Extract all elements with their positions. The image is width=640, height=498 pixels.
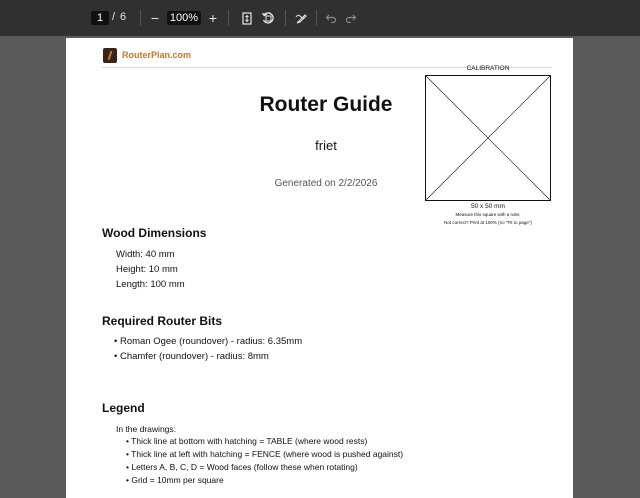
calibration-square	[425, 75, 551, 201]
legend-intro: In the drawings:	[116, 424, 177, 434]
page-total: 6	[120, 11, 127, 23]
calibration-label: CALIBRATION	[466, 65, 510, 72]
calibration-size: 50 x 50 mm	[471, 203, 505, 210]
calibration-note: Measure this square with a ruler.	[455, 212, 521, 217]
brand-name: RouterPlan.com	[122, 50, 192, 60]
zoom-level-input[interactable]: 100%	[167, 11, 201, 25]
undo-icon	[325, 13, 337, 23]
brand-logo	[103, 48, 117, 63]
fit-page-icon	[242, 12, 252, 25]
router-bit-item: • Roman Ogee (roundover) - radius: 6.35mm	[114, 336, 303, 347]
fit-page-button[interactable]	[240, 10, 254, 26]
legend-item: • Letters A, B, C, D = Wood faces (follow these when rotating)	[126, 462, 358, 472]
annotate-button[interactable]	[294, 10, 308, 26]
annotate-icon	[295, 12, 308, 25]
wood-height: Height: 10 mm	[116, 264, 178, 275]
redo-button[interactable]	[344, 10, 358, 26]
rotate-button[interactable]	[260, 10, 276, 26]
document-title: Router Guide	[259, 93, 393, 116]
toolbar-divider	[316, 10, 317, 26]
router-bits-heading: Required Router Bits	[102, 314, 223, 328]
toolbar-divider	[285, 10, 286, 26]
undo-button[interactable]	[324, 10, 338, 26]
legend-item: • Thick line at left with hatching = FENCE (where wood is pushed against)	[126, 449, 404, 459]
toolbar-divider	[228, 10, 229, 26]
legend-heading: Legend	[102, 401, 145, 415]
page-number-input[interactable]: 1	[91, 11, 109, 25]
zoom-out-button[interactable]: −	[150, 10, 160, 26]
legend-item: • Thick line at bottom with hatching = TABLE (where wood rests)	[126, 436, 368, 446]
toolbar-divider	[140, 10, 141, 26]
pdf-toolbar	[0, 0, 640, 36]
zoom-in-button[interactable]: +	[208, 10, 218, 26]
wood-length: Length: 100 mm	[116, 279, 185, 290]
document-subtitle: friet	[315, 138, 337, 153]
rotate-icon	[261, 11, 275, 25]
pdf-page	[66, 38, 573, 498]
calibration-print-note: Not correct? Print at 100% (no "Fit to page")	[444, 220, 532, 225]
legend-item: • Grid = 10mm per square	[126, 475, 224, 485]
router-bit-item: • Chamfer (roundover) - radius: 8mm	[114, 351, 269, 362]
generated-date: Generated on 2/2/2026	[274, 178, 378, 189]
redo-icon	[345, 13, 357, 23]
wood-dimensions-heading: Wood Dimensions	[102, 226, 207, 240]
page-separator: /	[112, 11, 116, 23]
wood-width: Width: 40 mm	[116, 249, 175, 260]
